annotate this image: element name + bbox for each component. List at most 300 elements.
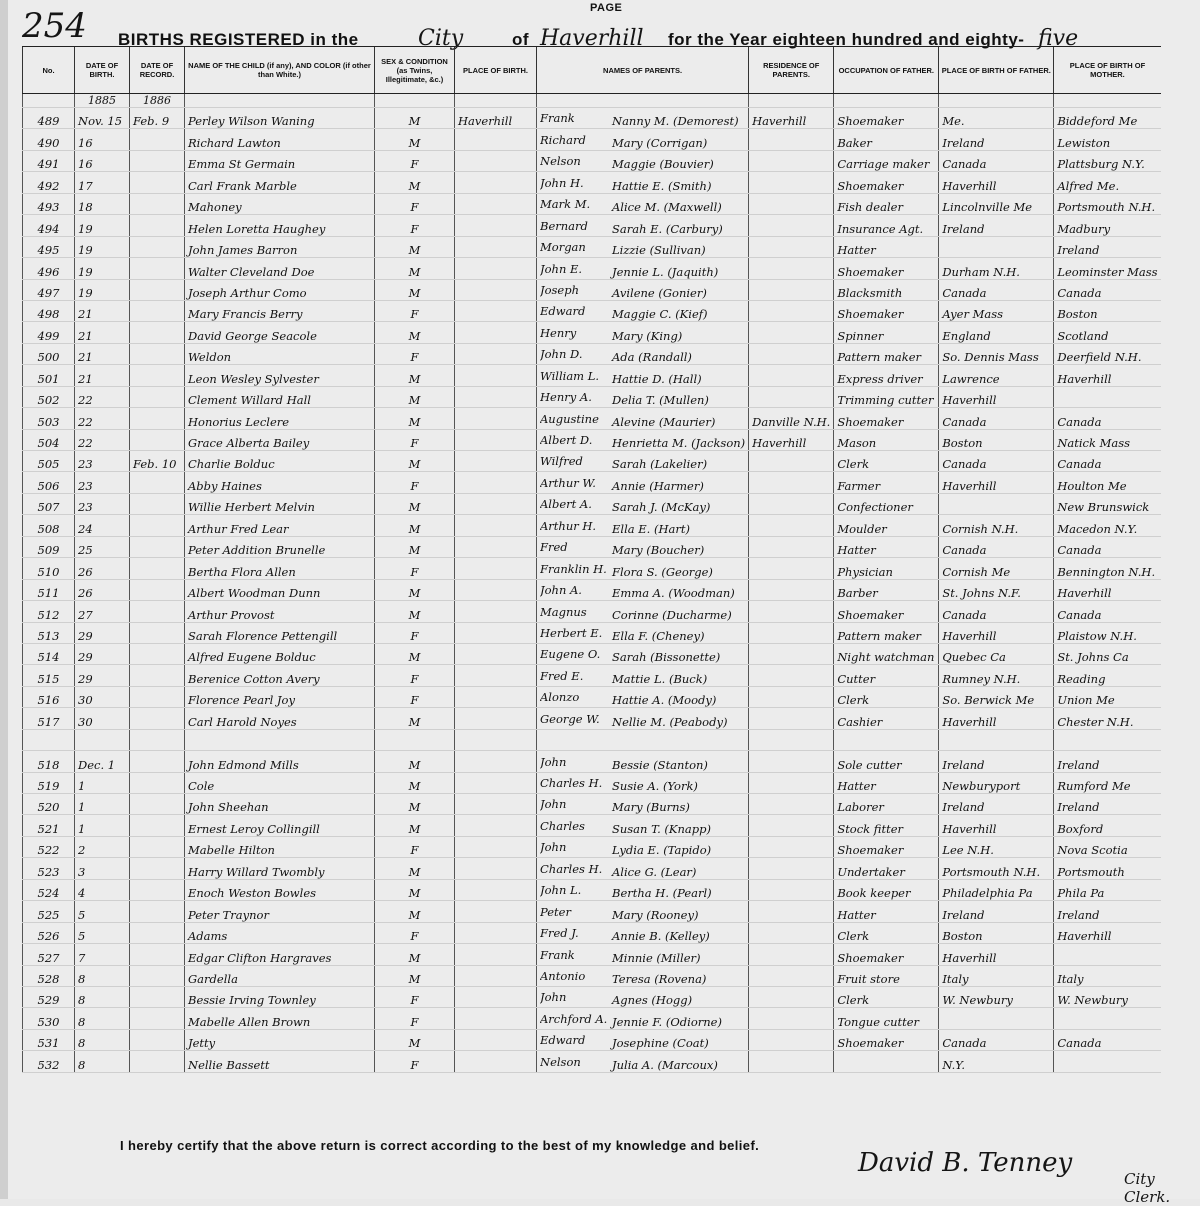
place-of-birth	[455, 643, 537, 664]
father-name: Antonio	[540, 968, 586, 983]
place-of-birth	[455, 729, 537, 750]
sex: M	[375, 236, 455, 257]
place-of-birth	[455, 1008, 537, 1029]
father-birthplace: Haverhill	[939, 172, 1054, 193]
date-of-record	[130, 472, 185, 493]
place-of-birth	[455, 236, 537, 257]
date-of-birth: 22	[75, 429, 130, 450]
entry-number: 519	[23, 772, 75, 793]
sex: F	[375, 622, 455, 643]
father-birthplace: Haverhill	[939, 708, 1054, 729]
child-name: Clement Willard Hall	[185, 386, 375, 407]
date-of-birth: 1	[75, 794, 130, 815]
residence	[749, 322, 834, 343]
place-of-birth	[455, 536, 537, 557]
sex: M	[375, 879, 455, 900]
residence	[749, 515, 834, 536]
residence	[749, 215, 834, 236]
entry-number: 491	[23, 150, 75, 171]
father-name: Frank	[540, 111, 575, 126]
entry-number: 499	[23, 322, 75, 343]
mother-birthplace: Lewiston	[1054, 129, 1161, 150]
mother-birthplace: Deerfield N.H.	[1054, 343, 1161, 364]
entry-number: 513	[23, 622, 75, 643]
date-of-birth: 30	[75, 708, 130, 729]
table-row	[23, 815, 1161, 836]
table-row	[23, 579, 1161, 600]
mother-name: Hattie A. (Moody)	[612, 693, 717, 708]
parents	[537, 172, 749, 193]
father-name: John H.	[540, 175, 584, 190]
mother-birthplace: Plattsburg N.Y.	[1054, 150, 1161, 171]
father-occupation: Physician	[834, 558, 939, 579]
father-occupation: Mason	[834, 429, 939, 450]
place-of-birth	[455, 1051, 537, 1072]
col-date-of-record: DATE OF RECORD.	[130, 47, 185, 94]
residence	[749, 643, 834, 664]
father-occupation: Hatter	[834, 536, 939, 557]
father-birthplace: Cornish Me	[939, 558, 1054, 579]
table-row	[23, 258, 1161, 279]
parents	[537, 944, 749, 965]
mother-birthplace: Alfred Me.	[1054, 172, 1161, 193]
place-of-birth: Haverhill	[455, 108, 537, 129]
table-row	[23, 343, 1161, 364]
date-of-record	[130, 879, 185, 900]
entry-number: 507	[23, 493, 75, 514]
child-name: Grace Alberta Bailey	[185, 429, 375, 450]
residence	[749, 686, 834, 707]
mother-name: Ella F. (Cheney)	[612, 628, 705, 643]
mother-name: Mattie L. (Buck)	[612, 671, 708, 686]
mother-birthplace: Haverhill	[1054, 922, 1161, 943]
table-row	[23, 429, 1161, 450]
mother-birthplace: Ireland	[1054, 236, 1161, 257]
child-name: Edgar Clifton Hargraves	[185, 944, 375, 965]
entry-number: 510	[23, 558, 75, 579]
place-of-birth	[455, 150, 537, 171]
mother-name: Sarah E. (Carbury)	[612, 221, 723, 236]
entry-number: 496	[23, 258, 75, 279]
mother-name: Annie (Harmer)	[612, 478, 704, 493]
birth-year: 1885	[75, 94, 130, 108]
sex: M	[375, 279, 455, 300]
child-name: Albert Woodman Dunn	[185, 579, 375, 600]
child-name: John James Barron	[185, 236, 375, 257]
entry-number: 528	[23, 965, 75, 986]
entry-number: 489	[23, 108, 75, 129]
date-of-birth: 23	[75, 451, 130, 472]
entry-number: 516	[23, 686, 75, 707]
father-birthplace: Haverhill	[939, 472, 1054, 493]
date-of-record	[130, 322, 185, 343]
sex: F	[375, 836, 455, 857]
father-occupation: Sole cutter	[834, 751, 939, 772]
clerk-signature: David B. Tenney	[858, 1148, 1073, 1178]
sex: M	[375, 708, 455, 729]
sex: M	[375, 601, 455, 622]
mother-birthplace: Ireland	[1054, 901, 1161, 922]
parents	[537, 365, 749, 386]
father-occupation: Cutter	[834, 665, 939, 686]
sex: M	[375, 944, 455, 965]
mother-birthplace: Houlton Me	[1054, 472, 1161, 493]
child-name: Harry Willard Twombly	[185, 858, 375, 879]
mother-birthplace: Haverhill	[1054, 365, 1161, 386]
parents	[537, 708, 749, 729]
child-name: Sarah Florence Pettengill	[185, 622, 375, 643]
mother-name: Susie A. (York)	[612, 779, 698, 793]
sex: M	[375, 751, 455, 772]
parents	[537, 408, 749, 429]
col-no: No.	[23, 47, 75, 94]
sex: F	[375, 300, 455, 321]
father-occupation: Hatter	[834, 236, 939, 257]
empty-cell	[375, 94, 455, 108]
sex: M	[375, 408, 455, 429]
mother-name: Bessie (Stanton)	[612, 757, 708, 772]
father-occupation: Farmer	[834, 472, 939, 493]
father-name: Fred	[540, 540, 568, 555]
mother-birthplace: Portsmouth	[1054, 858, 1161, 879]
parents	[537, 343, 749, 364]
date-of-record	[130, 965, 185, 986]
parents	[537, 429, 749, 450]
mother-birthplace: New Brunswick	[1054, 493, 1161, 514]
date-of-birth: 4	[75, 879, 130, 900]
father-name: Edward	[540, 304, 586, 319]
mother-name: Minnie (Miller)	[612, 950, 701, 965]
child-name: Emma St Germain	[185, 150, 375, 171]
table-row	[23, 708, 1161, 729]
father-birthplace: Philadelphia Pa	[939, 879, 1054, 900]
parents	[537, 451, 749, 472]
mother-birthplace: Madbury	[1054, 215, 1161, 236]
father-birthplace: Boston	[939, 429, 1054, 450]
date-of-birth: 24	[75, 515, 130, 536]
child-name: Willie Herbert Melvin	[185, 493, 375, 514]
place-of-birth	[455, 193, 537, 214]
parents	[537, 965, 749, 986]
father-name: Morgan	[540, 240, 586, 255]
mother-name: Maggie C. (Kief)	[612, 307, 708, 322]
parents	[537, 815, 749, 836]
entry-number: 526	[23, 922, 75, 943]
father-occupation: Tongue cutter	[834, 1008, 939, 1029]
child-name: Enoch Weston Bowles	[185, 879, 375, 900]
place-of-birth	[455, 986, 537, 1007]
child-name: Perley Wilson Waning	[185, 108, 375, 129]
empty-cell	[1054, 94, 1161, 108]
entry-number: 506	[23, 472, 75, 493]
father-name: John	[540, 990, 567, 1005]
table-row	[23, 451, 1161, 472]
father-name: Peter	[540, 904, 571, 919]
date-of-birth: 21	[75, 343, 130, 364]
date-of-birth: 18	[75, 193, 130, 214]
entry-number: 504	[23, 429, 75, 450]
parents	[537, 386, 749, 407]
date-of-record	[130, 258, 185, 279]
mother-name: Hattie D. (Hall)	[612, 371, 702, 386]
residence	[749, 558, 834, 579]
residence	[749, 472, 834, 493]
child-name: Bessie Irving Townley	[185, 986, 375, 1007]
parents	[537, 493, 749, 514]
place-of-birth	[455, 686, 537, 707]
father-name: Magnus	[540, 604, 587, 619]
date-of-record	[130, 386, 185, 407]
residence	[749, 236, 834, 257]
father-birthplace: Cornish N.H.	[939, 515, 1054, 536]
date-of-birth: 19	[75, 258, 130, 279]
sex: M	[375, 172, 455, 193]
entry-number: 525	[23, 901, 75, 922]
father-name: John E.	[540, 261, 583, 276]
mother-birthplace: Natick Mass	[1054, 429, 1161, 450]
date-of-birth: 16	[75, 129, 130, 150]
mother-birthplace: Nova Scotia	[1054, 836, 1161, 857]
residence	[749, 365, 834, 386]
table-row	[23, 108, 1161, 129]
parents	[537, 193, 749, 214]
mother-name: Lizzie (Sullivan)	[612, 243, 706, 258]
father-name: Nelson	[540, 154, 581, 169]
father-name: Franklin H.	[540, 561, 607, 576]
date-of-record	[130, 129, 185, 150]
parents	[537, 879, 749, 900]
father-name: Wilfred	[540, 454, 583, 469]
child-name: Weldon	[185, 343, 375, 364]
table-row	[23, 901, 1161, 922]
child-name: Carl Frank Marble	[185, 172, 375, 193]
mother-birthplace: Canada	[1054, 536, 1161, 557]
date-of-record	[130, 922, 185, 943]
place-of-birth	[455, 772, 537, 793]
entry-number: 529	[23, 986, 75, 1007]
mother-birthplace	[1054, 386, 1161, 407]
date-of-record	[130, 343, 185, 364]
residence	[749, 815, 834, 836]
date-of-birth: 1	[75, 772, 130, 793]
mother-birthplace: Reading	[1054, 665, 1161, 686]
father-name: Edward	[540, 1033, 586, 1048]
mother-name: Jennie F. (Odiorne)	[612, 1014, 722, 1029]
entry-number: 514	[23, 643, 75, 664]
mother-name: Julia A. (Marcoux)	[612, 1057, 718, 1072]
record-year: 1886	[130, 94, 185, 108]
table-row	[23, 129, 1161, 150]
father-occupation: Book keeper	[834, 879, 939, 900]
place-of-birth	[455, 365, 537, 386]
table-row	[23, 1051, 1161, 1072]
place-of-birth	[455, 601, 537, 622]
father-occupation: Express driver	[834, 365, 939, 386]
sex: M	[375, 772, 455, 793]
date-of-birth: 3	[75, 858, 130, 879]
col-child-name: NAME OF THE CHILD (if any), AND COLOR (if other than White.)	[185, 47, 375, 94]
parents	[537, 836, 749, 857]
father-occupation: Laborer	[834, 794, 939, 815]
table-row	[23, 193, 1161, 214]
mother-name: Hattie E. (Smith)	[612, 178, 712, 193]
sex: F	[375, 558, 455, 579]
father-occupation: Trimming cutter	[834, 386, 939, 407]
title-part-3: for the Year eighteen hundred and eighty-	[668, 30, 1025, 49]
table-row	[23, 879, 1161, 900]
residence	[749, 772, 834, 793]
date-of-birth: 22	[75, 386, 130, 407]
entry-number: 493	[23, 193, 75, 214]
date-of-record	[130, 901, 185, 922]
mother-name: Henrietta M. (Jackson)	[612, 436, 746, 450]
child-name: Nellie Bassett	[185, 1051, 375, 1072]
table-row	[23, 772, 1161, 793]
child-name: Walter Cleveland Doe	[185, 258, 375, 279]
place-of-birth	[455, 472, 537, 493]
place-of-birth	[455, 279, 537, 300]
residence	[749, 1051, 834, 1072]
place-of-birth	[455, 1029, 537, 1050]
father-birthplace: W. Newbury	[939, 986, 1054, 1007]
date-of-record: Feb. 9	[130, 108, 185, 129]
father-name: Henry A.	[540, 390, 592, 405]
residence	[749, 601, 834, 622]
sex: F	[375, 472, 455, 493]
father-birthplace: Canada	[939, 536, 1054, 557]
mother-name: Teresa (Rovena)	[612, 971, 707, 986]
parents	[537, 236, 749, 257]
father-occupation: Fish dealer	[834, 193, 939, 214]
col-occupation: OCCUPATION OF FATHER.	[834, 47, 939, 94]
date-of-birth: 8	[75, 986, 130, 1007]
scan-edge	[0, 0, 8, 1199]
father-occupation: Shoemaker	[834, 108, 939, 129]
entry-number: 503	[23, 408, 75, 429]
father-name: Eugene O.	[540, 647, 601, 662]
empty-cell	[455, 94, 537, 108]
mother-birthplace: Boxford	[1054, 815, 1161, 836]
child-name: John Edmond Mills	[185, 751, 375, 772]
child-name: Adams	[185, 922, 375, 943]
father-birthplace: Canada	[939, 451, 1054, 472]
table-row	[23, 515, 1161, 536]
date-of-record: Feb. 10	[130, 451, 185, 472]
child-name: Helen Loretta Haughey	[185, 215, 375, 236]
parents	[537, 665, 749, 686]
child-name: Mabelle Allen Brown	[185, 1008, 375, 1029]
place-of-birth	[455, 300, 537, 321]
date-of-record	[130, 558, 185, 579]
father-name: Fred J.	[540, 926, 579, 941]
residence	[749, 493, 834, 514]
entry-number: 527	[23, 944, 75, 965]
residence	[749, 451, 834, 472]
place-of-birth	[455, 515, 537, 536]
date-of-birth: 25	[75, 536, 130, 557]
father-birthplace: Italy	[939, 965, 1054, 986]
table-row	[23, 493, 1161, 514]
father-name: John D.	[540, 347, 583, 362]
father-birthplace: Boston	[939, 922, 1054, 943]
child-name: Alfred Eugene Bolduc	[185, 643, 375, 664]
residence: Haverhill	[749, 108, 834, 129]
sex: M	[375, 815, 455, 836]
place-of-birth	[455, 493, 537, 514]
father-birthplace: Haverhill	[939, 944, 1054, 965]
date-of-birth: 23	[75, 472, 130, 493]
mother-name: Maggie (Bouvier)	[612, 157, 714, 172]
date-of-record	[130, 772, 185, 793]
father-occupation: Fruit store	[834, 965, 939, 986]
child-name: Florence Pearl Joy	[185, 686, 375, 707]
father-name: John L.	[540, 883, 582, 898]
father-birthplace: Ireland	[939, 129, 1054, 150]
child-name	[185, 729, 375, 750]
mother-name: Delia T. (Mullen)	[612, 393, 709, 408]
mother-name: Lydia E. (Tapido)	[612, 843, 712, 858]
child-name: Peter Traynor	[185, 901, 375, 922]
residence	[749, 172, 834, 193]
table-row	[23, 729, 1161, 750]
residence	[749, 129, 834, 150]
father-name: Arthur H.	[540, 518, 597, 533]
residence	[749, 986, 834, 1007]
child-name: Jetty	[185, 1029, 375, 1050]
parents	[537, 579, 749, 600]
father-name: Bernard	[540, 218, 588, 233]
mother-name: Mary (Corrigan)	[612, 135, 708, 150]
col-father-birthplace: PLACE OF BIRTH OF FATHER.	[939, 47, 1054, 94]
mother-birthplace: Rumford Me	[1054, 772, 1161, 793]
mother-birthplace: Canada	[1054, 451, 1161, 472]
father-birthplace: Lee N.H.	[939, 836, 1054, 857]
father-occupation: Confectioner	[834, 493, 939, 514]
parents	[537, 1051, 749, 1072]
date-of-birth: 21	[75, 365, 130, 386]
table-row	[23, 601, 1161, 622]
father-name: William L.	[540, 368, 600, 383]
residence	[749, 386, 834, 407]
mother-name: Alice M. (Maxwell)	[612, 200, 722, 215]
father-occupation: Moulder	[834, 515, 939, 536]
date-of-record	[130, 408, 185, 429]
sex: M	[375, 493, 455, 514]
date-of-record	[130, 1029, 185, 1050]
mother-birthplace: Haverhill	[1054, 579, 1161, 600]
father-occupation: Shoemaker	[834, 836, 939, 857]
date-of-birth: 5	[75, 901, 130, 922]
residence	[749, 193, 834, 214]
place-of-birth	[455, 879, 537, 900]
residence	[749, 579, 834, 600]
residence	[749, 858, 834, 879]
date-of-record	[130, 601, 185, 622]
col-sex: SEX & CONDITION (as Twins, Illegitimate, &c.)	[375, 47, 455, 94]
mother-birthplace: St. Johns Ca	[1054, 643, 1161, 664]
title-year-handwritten: five	[1038, 26, 1079, 51]
father-birthplace: Canada	[939, 279, 1054, 300]
father-birthplace: Ireland	[939, 751, 1054, 772]
date-of-birth: 19	[75, 279, 130, 300]
residence	[749, 343, 834, 364]
father-occupation: Shoemaker	[834, 601, 939, 622]
date-of-birth: 29	[75, 622, 130, 643]
sex: F	[375, 343, 455, 364]
sex: F	[375, 150, 455, 171]
residence	[749, 150, 834, 171]
table-row	[23, 965, 1161, 986]
